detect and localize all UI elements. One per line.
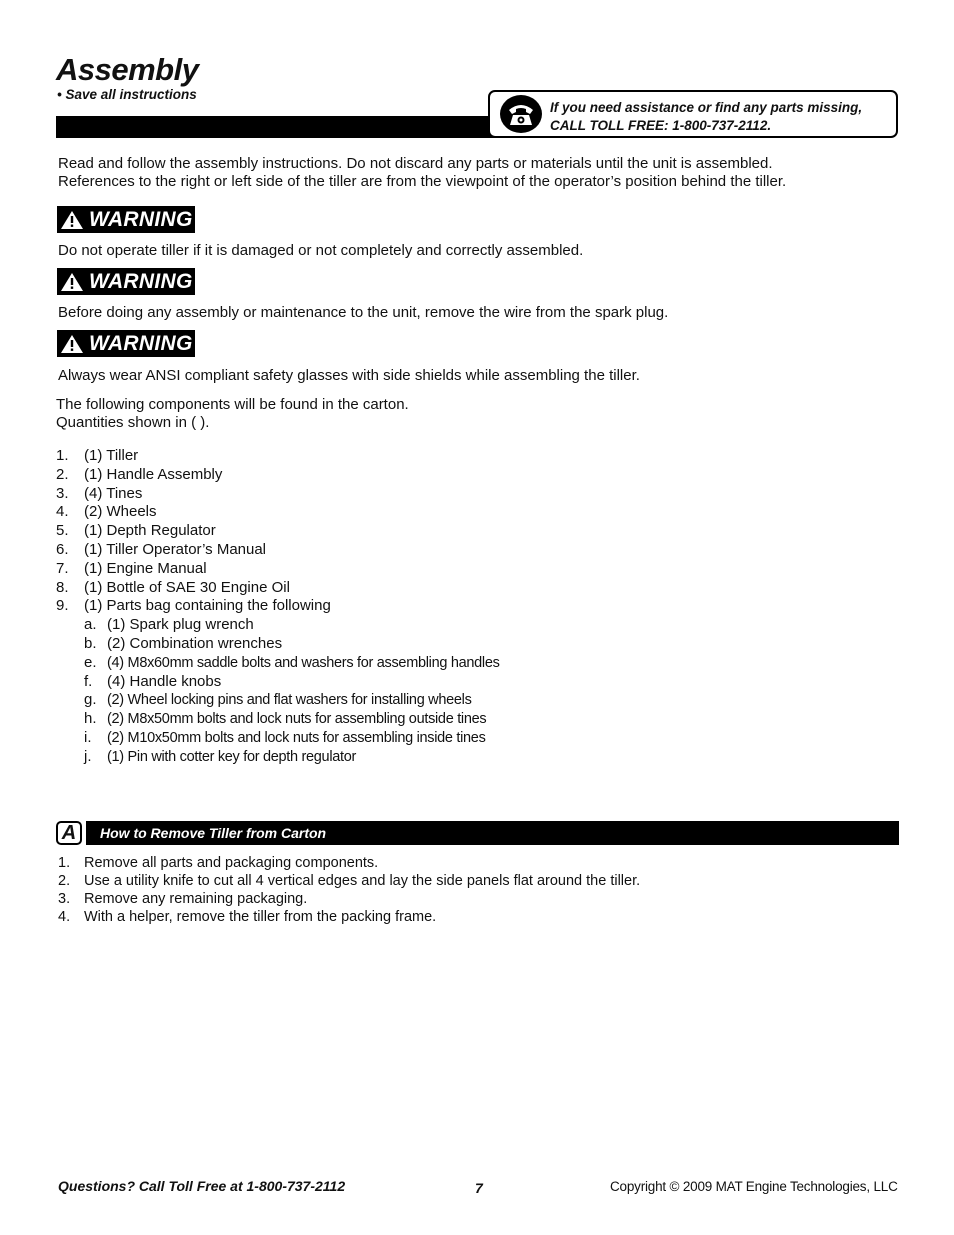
warning-label-text: WARNING <box>89 270 193 293</box>
warning-text-1: Do not operate tiller if it is damaged or not completely and correctly assembled. <box>58 242 584 259</box>
warning-label-1 <box>57 206 195 233</box>
section-letter: A <box>56 821 82 845</box>
sub-list-item: e. (4) M8x60mm saddle bolts and washers for assembling handles <box>84 653 500 671</box>
components-intro-line-1: The following components will be found in the carton. <box>56 396 409 413</box>
list-item: 8. (1) Bottle of SAE 30 Engine Oil <box>56 578 290 596</box>
list-item: 1. (1) Tiller <box>56 447 139 464</box>
intro-line-1: Read and follow the assembly instructions. Do not discard any parts or materials until the unit is assembled. <box>58 155 773 172</box>
intro-paragraph <box>58 155 918 191</box>
warning-label-text: WARNING <box>89 332 193 355</box>
list-item: 4. (2) Wheels <box>56 503 157 521</box>
footer-copyright: Copyright © 2009 MAT Engine Technologies, LLC <box>610 1179 898 1194</box>
section-a-header <box>56 821 899 845</box>
sub-list-item: j. (1) Pin with cotter key for depth regulator <box>84 747 357 765</box>
list-item: 2. (1) Handle Assembly <box>56 465 223 483</box>
warning-label-text: WARNING <box>89 208 193 231</box>
phone-icon <box>500 95 542 133</box>
warning-text-2: Before doing any assembly or maintenance to the unit, remove the wire from the spark plug. <box>58 304 669 321</box>
header-bar <box>56 116 496 138</box>
components-list <box>56 447 936 767</box>
list-item: 7. (1) Engine Manual <box>56 559 207 577</box>
sub-list-item: b. (2) Combination wrenches <box>84 634 283 652</box>
components-intro <box>56 396 409 432</box>
sub-list-item: f. (4) Handle knobs <box>84 672 222 690</box>
warning-triangle-icon <box>60 334 84 354</box>
page-title: Assembly <box>56 52 199 87</box>
warning-label-3 <box>57 330 195 357</box>
step-item: 2. Use a utility knife to cut all 4 vertical edges and lay the side panels flat around the tiller. <box>58 873 641 889</box>
intro-line-2: References to the right or left side of the tiller are from the viewpoint of the operator’s position behind the tiller. <box>58 173 787 190</box>
step-item: 1. Remove all parts and packaging components. <box>58 855 379 871</box>
list-item: 9. (1) Parts bag containing the following <box>56 597 331 615</box>
warning-text-3: Always wear ANSI compliant safety glasses with side shields while assembling the tiller. <box>58 367 640 384</box>
assistance-box <box>488 90 898 138</box>
warning-label-2 <box>57 268 195 295</box>
list-item: 6. (1) Tiller Operator’s Manual <box>56 540 267 558</box>
sub-list-item: a. (1) Spark plug wrench <box>84 616 254 634</box>
assistance-text: If you need assistance or find any parts missing, CALL TOLL FREE: 1-800-737-2112. <box>550 100 863 133</box>
section-title-bar <box>86 821 899 845</box>
warning-triangle-icon <box>60 210 84 230</box>
footer-questions: Questions? Call Toll Free at 1-800-737-2112 <box>58 1178 346 1194</box>
step-item: 4. With a helper, remove the tiller from the packing frame. <box>58 909 437 925</box>
step-item: 3. Remove any remaining packaging. <box>58 891 308 907</box>
sub-list-item: g. (2) Wheel locking pins and flat washers for installing wheels <box>84 691 472 709</box>
warning-triangle-icon <box>60 272 84 292</box>
page-subtitle: • Save all instructions <box>57 87 197 102</box>
page-number: 7 <box>475 1180 483 1196</box>
components-intro-line-2: Quantities shown in ( ). <box>56 414 210 431</box>
list-item: 5. (1) Depth Regulator <box>56 522 216 540</box>
sub-list-item: h. (2) M8x50mm bolts and lock nuts for assembling outside tines <box>84 710 487 728</box>
sub-list-item: i. (2) M10x50mm bolts and lock nuts for assembling inside tines <box>84 728 486 746</box>
section-a-steps <box>58 854 918 926</box>
list-item: 3. (4) Tines <box>56 484 143 502</box>
section-title: How to Remove Tiller from Carton <box>100 825 327 841</box>
